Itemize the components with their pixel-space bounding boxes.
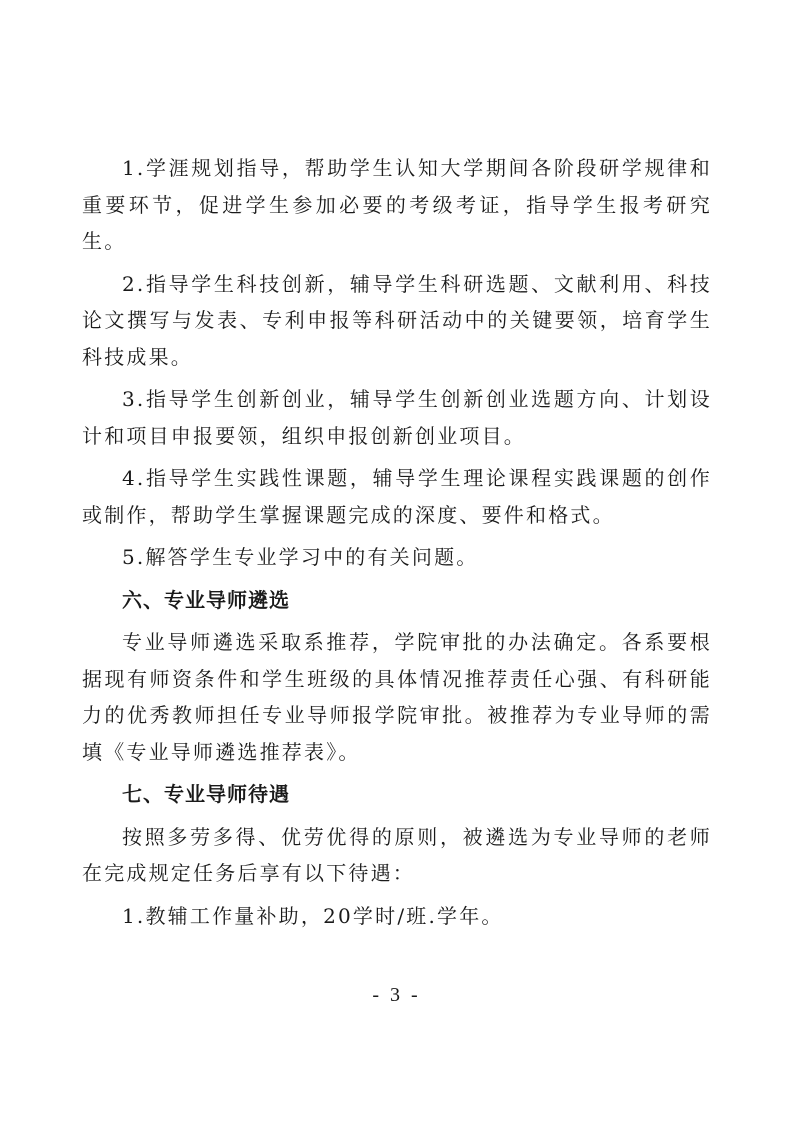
paragraph-item-2: 2.指导学生科技创新，辅导学生科研选题、文献利用、科技论文撰写与发表、专利申报等科研活动中的关键要领，培育学生科技成果。 [82,271,712,369]
paragraph-item-3: 3.指导学生创新创业，辅导学生创新创业选题方向、计划设计和项目申报要领，组织申报创新创业项目。 [82,387,712,448]
paragraph-item-1: 1.学涯规划指导，帮助学生认知大学期间各阶段研学规律和重要环节，促进学生参加必要的考级考证，指导学生报考研究生。 [82,156,712,253]
paragraph-item-5: 5.解答学生专业学习中的有关问题。 [122,545,479,569]
section-6-body: 专业导师遴选采取系推荐，学院审批的办法确定。各系要根据现有师资条件和学生班级的具体情况推荐责任心强、有科研能力的优秀教师担任专业导师报学院审批。被推荐为专业导师的需填《专业导师遴选推荐表》。 [82,630,712,764]
page-number: - 3 - [372,984,421,1006]
page-content [82,150,712,934]
section-heading-7: 七、专业导师待遇 [122,782,290,806]
section-7-item-1: 1.教辅工作量补助，20学时/班.学年。 [122,903,504,928]
section-7-body: 按照多劳多得、优劳优得的原则，被遴选为专业导师的老师在完成规定任务后享有以下待遇： [82,824,712,885]
section-heading-6: 六、专业导师遴选 [122,587,290,612]
paragraph-item-4: 4.指导学生实践性课题，辅导学生理论课程实践课题的创作或制作，帮助学生掌握课题完成的深度、要件和格式。 [82,466,712,527]
